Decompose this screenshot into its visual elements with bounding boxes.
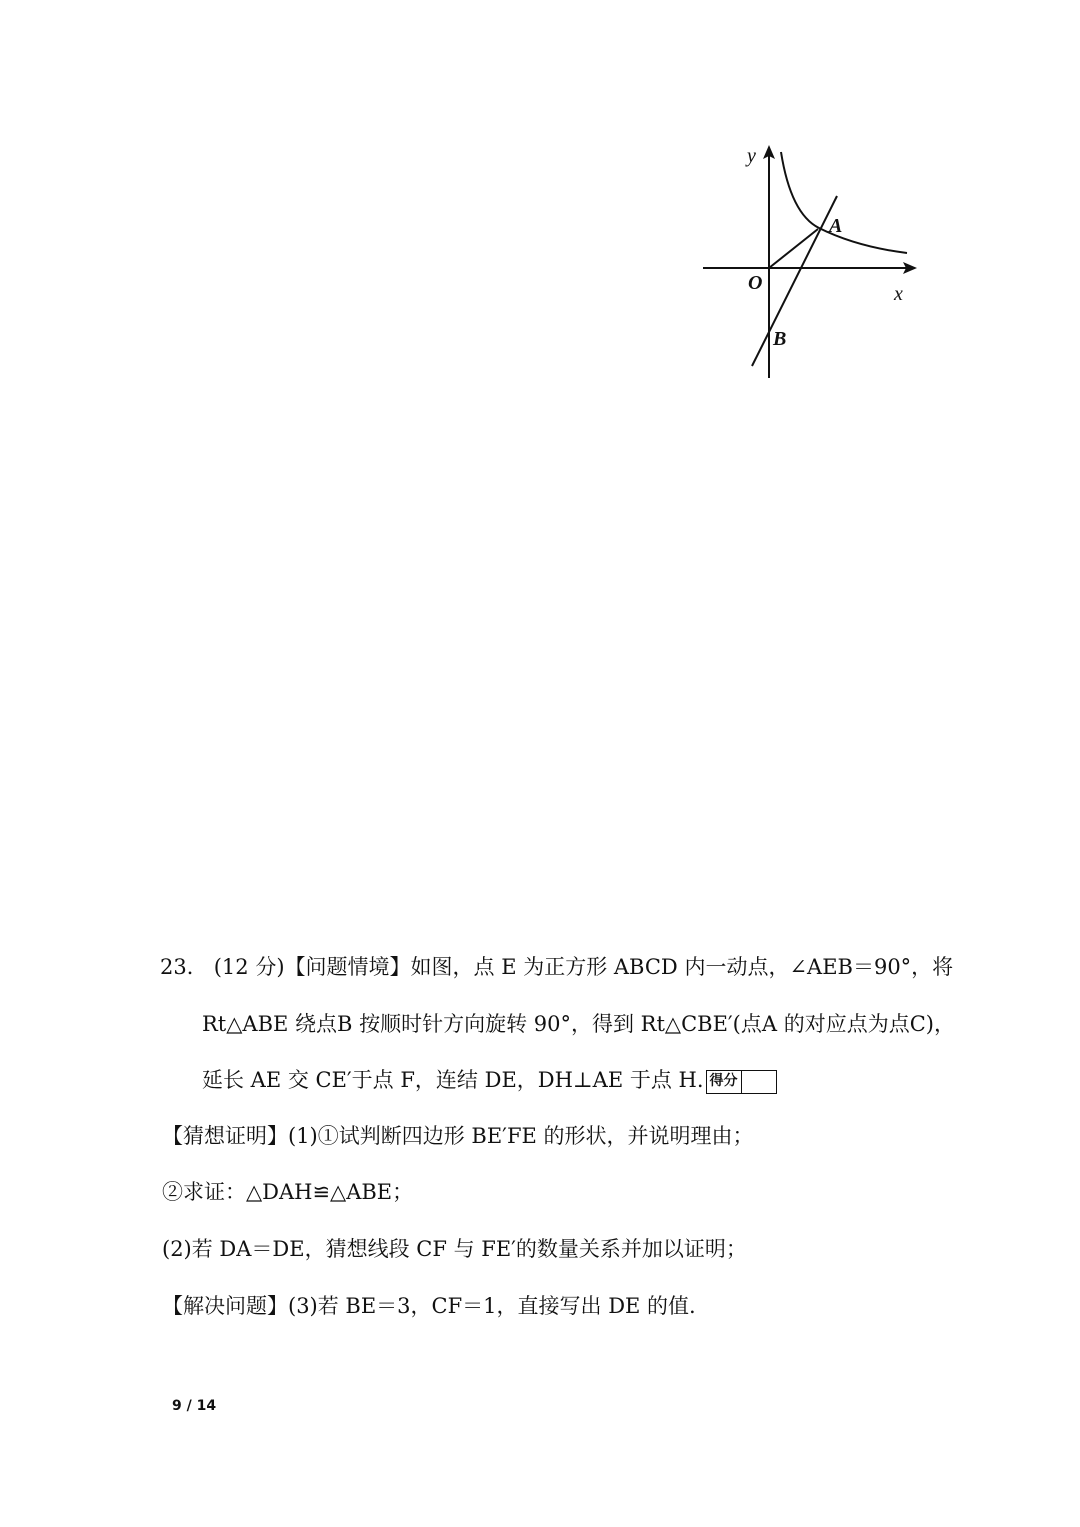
origin-label: O (748, 272, 763, 294)
problem-line-7 (162, 1291, 696, 1321)
point-a-label: A (829, 215, 843, 237)
problem-number: 23． (160, 955, 208, 979)
problem-text-2: Rt△ABE 绕点B 按顺时针方向旋转 90°，得到 Rt△CBE′(点A 的对应点为点C)， (202, 1012, 955, 1036)
hyperbola-curve (781, 152, 907, 253)
problem-line-6 (162, 1234, 747, 1264)
problem-text-1: (12 分)【问题情境】如图，点 E 为正方形 ABCD 内一动点，∠AEB＝90°，将 (213, 955, 954, 979)
line-ab (752, 196, 837, 366)
x-axis-label: x (894, 283, 903, 305)
problem-text-3: 延长 AE 交 CE′于点 F，连结 DE，DH⊥AE 于点 H. (202, 1068, 704, 1092)
y-axis-label: y (747, 145, 756, 167)
score-box (706, 1070, 777, 1094)
problem-text-6: (2)若 DA＝DE，猜想线段 CF 与 FE′的数量关系并加以证明； (162, 1237, 747, 1261)
problem-text-7: 【解决问题】(3)若 BE＝3，CF＝1，直接写出 DE 的值. (162, 1294, 696, 1318)
page-number: 9 / 14 (172, 1398, 217, 1414)
problem-text-4: 【猜想证明】(1)①试判断四边形 BE′FE 的形状，并说明理由； (162, 1124, 754, 1148)
problem-line-1 (160, 952, 953, 982)
problem-line-4 (162, 1121, 754, 1151)
point-b-label: B (773, 328, 787, 350)
coordinate-graph (695, 140, 925, 385)
score-blank (742, 1071, 776, 1093)
problem-line-2 (202, 1009, 955, 1039)
problem-text-5: ②求证：△DAH≌△ABE； (162, 1180, 414, 1204)
problem-line-5 (162, 1177, 413, 1207)
graph-figure (695, 140, 925, 385)
problem-line-3 (202, 1065, 777, 1095)
score-label: 得分 (707, 1071, 742, 1093)
